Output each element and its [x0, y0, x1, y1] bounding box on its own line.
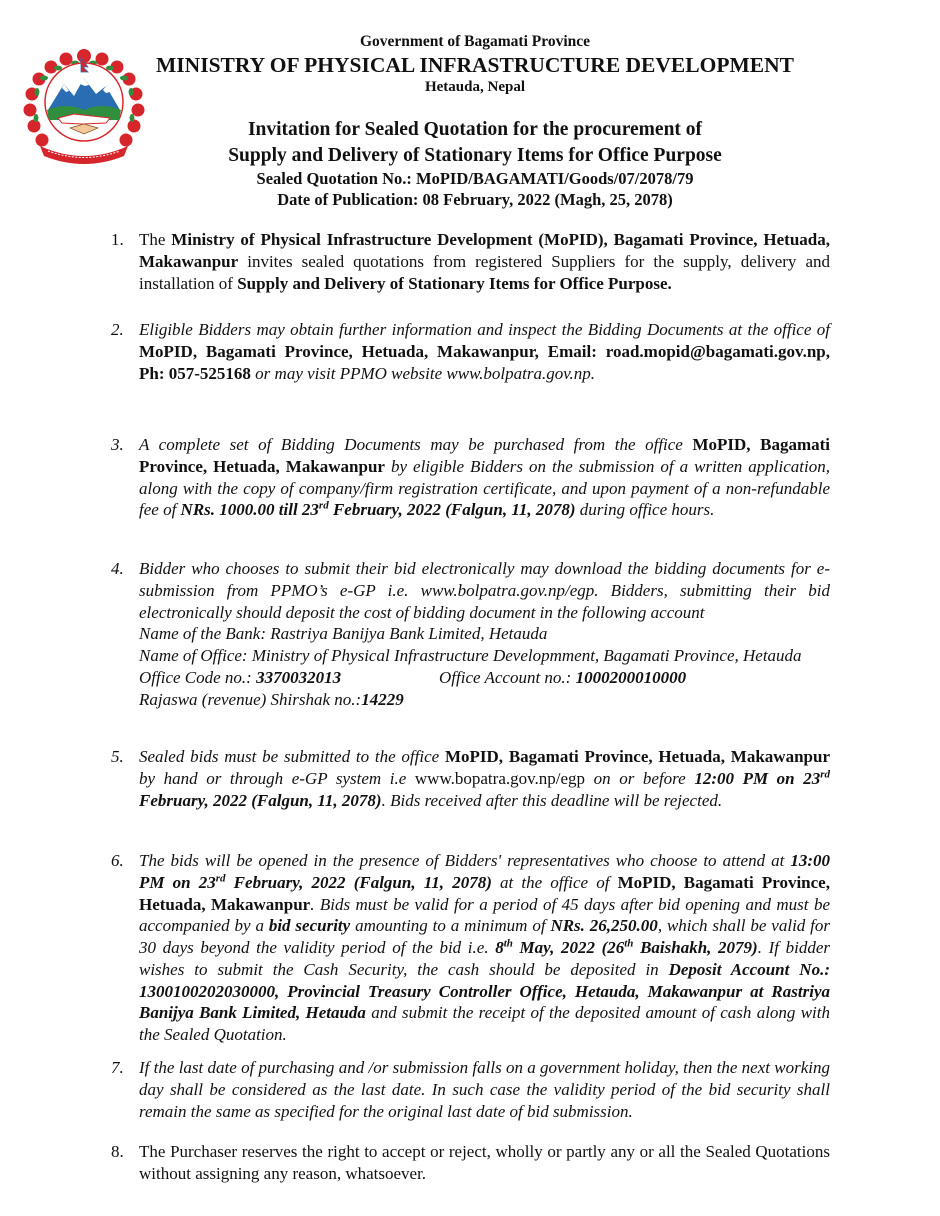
clause-7: 7. If the last date of purchasing and /or submission falls on a government holiday, then the next working day shall be considered as the last date. In such case the validity period of the bid security shall remain the same as specified for the original last date of bid submission. — [111, 1058, 830, 1121]
notice-title-line2: Supply and Delivery of Stationary Items for Office Purpose — [228, 145, 722, 166]
clause-number: 4. — [111, 559, 124, 578]
clause-8: 8. The Purchaser reserves the right to accept or reject, wholly or partly any or all the Sealed Quotations without assigning any reason, whatsoever. — [111, 1142, 830, 1183]
clause-1: 1. The Ministry of Physical Infrastructure Development (MoPID), Bagamati Province, Hetuada, Makawanpur invites sealed quotations from registered Suppliers for the supply, delivery and installation of Supply and Delivery of Stationary Items for Office Purpose. — [111, 230, 830, 293]
egp-url[interactable]: www.bopatra.gov.np/egp — [414, 768, 586, 788]
clause-number: 2. — [111, 320, 124, 339]
clause-5: 5. Sealed bids must be submitted to the office MoPID, Bagamati Province, Hetuada, Makawanpur by hand or through e-GP system i.e www.bopatra.gov.np/egp on or before 12:00 PM on 23rd February, 2022 (Falgun, 11, 2078). Bids received after this deadline will be rejected. — [111, 747, 830, 810]
clause-number: 1. — [111, 230, 124, 249]
government-name: Government of Bagamati Province — [359, 33, 591, 50]
office-name: Name of Office: Ministry of Physical Infrastructure Developmment, Bagamati Province, Hetauda — [139, 646, 802, 665]
clause-3: 3. A complete set of Bidding Documents may be purchased from the office MoPID, Bagamati Province, Hetuada, Makawanpur by eligible Bidders on the submission of a written application, along with the copy of company/firm registration certificate, and upon payment of a non-refundable fee of NRs. 1000.00 till 23rd February, 2022 (Falgun, 11, 2078) during office hours. — [111, 435, 830, 520]
clause-number: 8. — [111, 1142, 124, 1161]
bank-name: Name of the Bank: Rastriya Banijya Bank Limited, Hetauda — [139, 624, 548, 644]
clause-number: 6. — [111, 851, 124, 870]
clause-4: 4. Bidder who chooses to submit their bid electronically may download the bidding documents for e-submission from PPMO’s e-GP i.e. www.bolpatra.gov.np/egp. Bidders, submitting their bid electronically should deposit the cost of bidding document in the following account Name of the Bank: Rastriya Banijya Bank Limited, Hetauda Name of Office: Ministry of Physical Infrastructure Developmment, Bagamati Province, Hetauda Office Code no.: 3370032013 Office Account no.: 1000200010000 Rajaswa (revenue) Shirshak no.:14229 — [111, 559, 830, 709]
clause-number: 5. — [111, 747, 124, 766]
ministry-name: MINISTRY OF PHYSICAL INFRASTRUCTURE DEVELOPMENT — [156, 53, 794, 77]
notice-title-line1: Invitation for Sealed Quotation for the procurement of — [247, 119, 703, 140]
nepal-emblem-icon — [22, 48, 146, 166]
quotation-number: Sealed Quotation No.: MoPID/BAGAMATI/Goods/07/2078/79 — [256, 169, 694, 188]
clause-number: 7. — [111, 1058, 124, 1077]
office-location: Hetauda, Nepal — [424, 79, 525, 95]
account-line: Office Code no.: 3370032013 Office Account no.: 1000200010000 — [139, 667, 687, 687]
clause-6: 6. The bids will be opened in the presence of Bidders' representatives who choose to attend at 13:00 PM on 23rd February, 2022 (Falgun, 11, 2078) at the office of MoPID, Bagamati Province, Hetuada, Makawanpur. Bids must be valid for a period of 45 days after bid opening and must be accompanied by a bid security amounting to a minimum of NRs. 26,250.00, which shall be valid for 30 days beyond the validity period of the bid i.e. 8th May, 2022 (26th Baishakh, 2079). If bidder wishes to submit the Cash Security, the cash should be deposited in Deposit Account No.: 1300100202030000, Provincial Treasury Controller Office, Hetauda, Makawanpur at Rastriya Banijya Bank Limited, Hetauda and submit the receipt of the deposited amount of cash along with the Sealed Quotation. — [111, 851, 831, 1044]
clause-2: 2. Eligible Bidders may obtain further information and inspect the Bidding Documents at the office of MoPID, Bagamati Province, Hetuada, Makawanpur, Email: road.mopid@bagamati.gov.np, Ph: 057-525168 or may visit PPMO website www.bolpatra.gov.np. — [111, 320, 830, 383]
revenue-line: Rajaswa (revenue) Shirshak no.:14229 — [139, 689, 404, 709]
clause-number: 3. — [111, 435, 124, 454]
publication-date: Date of Publication: 08 February, 2022 (Magh, 25, 2078) — [277, 190, 673, 209]
